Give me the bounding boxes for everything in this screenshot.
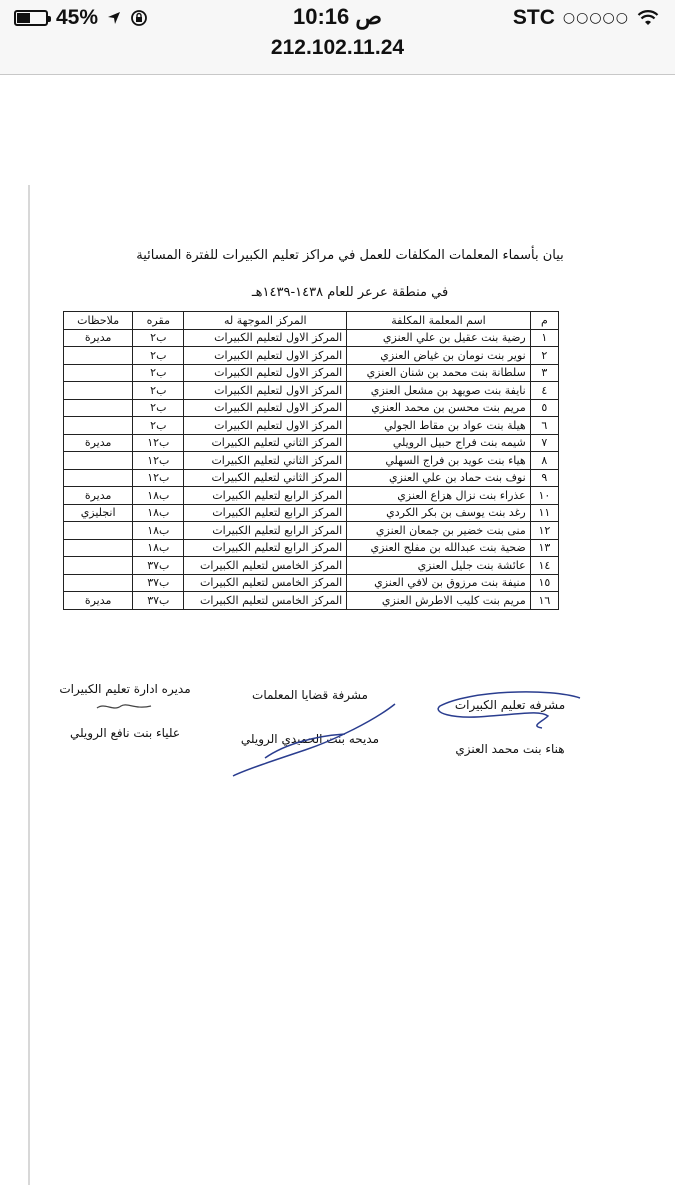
cell-num: ٨ — [530, 452, 558, 470]
cell-center: المركز الاول لتعليم الكبيرات — [184, 347, 347, 365]
cell-name: منى بنت خضير بن جمعان العنزي — [347, 522, 530, 540]
cell-location: ب١٢ — [133, 469, 184, 487]
cell-note — [64, 347, 133, 365]
cell-location: ب٢ — [133, 347, 184, 365]
table-row — [64, 382, 559, 400]
cell-note — [64, 364, 133, 382]
cell-note — [64, 417, 133, 435]
document-title: بيان بأسماء المعلمات المكلفات للعمل في مراكز تعليم الكبيرات للفترة المسائية — [136, 248, 564, 263]
cell-name: نوير بنت نومان بن غياض العنزي — [347, 347, 530, 365]
table-row — [64, 487, 559, 505]
table-row — [64, 347, 559, 365]
cell-num: ٢ — [530, 347, 558, 365]
cell-note — [64, 469, 133, 487]
cell-center: المركز الخامس لتعليم الكبيرات — [184, 557, 347, 575]
table-row — [64, 452, 559, 470]
header-notes: ملاحظات — [64, 312, 133, 330]
cell-center: المركز الرابع لتعليم الكبيرات — [184, 539, 347, 557]
cell-name: عذراء بنت نزال هزاع العنزي — [347, 487, 530, 505]
table-row — [64, 417, 559, 435]
cell-center: المركز الاول لتعليم الكبيرات — [184, 399, 347, 417]
cell-location: ب١٨ — [133, 522, 184, 540]
cell-name: رغد بنت يوسف بن بكر الكردي — [347, 504, 530, 522]
cell-note — [64, 539, 133, 557]
cell-note: مديرة — [64, 592, 133, 610]
cell-name: شيمه بنت فراج حبيل الرويلي — [347, 434, 530, 452]
cell-name: رضية بنت عقيل بن علي العنزي — [347, 329, 530, 347]
table-row — [64, 399, 559, 417]
cell-name: عائشة بنت جليل العنزي — [347, 557, 530, 575]
cell-note — [64, 574, 133, 592]
cell-note — [64, 522, 133, 540]
cell-num: ١٦ — [530, 592, 558, 610]
cell-name: نوف بنت حماد بن علي العنزي — [347, 469, 530, 487]
header-num: م — [530, 312, 558, 330]
cell-center: المركز الخامس لتعليم الكبيرات — [184, 574, 347, 592]
cell-note: مديرة — [64, 434, 133, 452]
signature-name: هناء بنت محمد العنزي — [455, 742, 565, 756]
cell-num: ١٤ — [530, 557, 558, 575]
cell-num: ٧ — [530, 434, 558, 452]
header-name: اسم المعلمة المكلفة — [347, 312, 530, 330]
cell-location: ب١٨ — [133, 504, 184, 522]
table-row — [64, 522, 559, 540]
signature-block-supervisor — [430, 698, 590, 756]
cell-num: ١٥ — [530, 574, 558, 592]
cell-note — [64, 557, 133, 575]
cell-name: مريم بنت كليب الاطرش العنزي — [347, 592, 530, 610]
cell-note: انجليزي — [64, 504, 133, 522]
cell-location: ب١٨ — [133, 487, 184, 505]
cell-name: هياء بنت عويد بن فراج السهلي — [347, 452, 530, 470]
battery-percent: 45% — [56, 6, 99, 29]
cell-center: المركز الاول لتعليم الكبيرات — [184, 364, 347, 382]
cell-location: ب٣٧ — [133, 574, 184, 592]
cell-num: ٦ — [530, 417, 558, 435]
cell-num: ٤ — [530, 382, 558, 400]
cell-center: المركز الاول لتعليم الكبيرات — [184, 382, 347, 400]
signature-role: مديره ادارة تعليم الكبيرات — [59, 682, 191, 696]
signature-role: مشرفه تعليم الكبيرات — [454, 698, 566, 712]
cell-num: ١٢ — [530, 522, 558, 540]
cell-note — [64, 399, 133, 417]
carrier-name: STC — [512, 6, 555, 29]
table-header-row — [64, 312, 559, 330]
cell-location: ب٢ — [133, 417, 184, 435]
cell-location: ب٢ — [133, 399, 184, 417]
header-location: مقره — [133, 312, 184, 330]
cell-num: ١ — [530, 329, 558, 347]
table-row — [64, 504, 559, 522]
cell-note: مديرة — [64, 487, 133, 505]
signature-block-issues-supervisor — [225, 688, 395, 746]
cell-name: نايفة بنت صويهد بن مشعل العنزي — [347, 382, 530, 400]
cell-location: ب١٢ — [133, 452, 184, 470]
cell-center: المركز الرابع لتعليم الكبيرات — [184, 522, 347, 540]
cell-name: ضحية بنت عبدالله بن مفلح العنزي — [347, 539, 530, 557]
wifi-icon — [637, 9, 659, 27]
cell-name: منيفة بنت مرزوق بن لافي العنزي — [347, 574, 530, 592]
cell-num: ١٠ — [530, 487, 558, 505]
status-right — [513, 6, 659, 30]
cell-center: المركز الاول لتعليم الكبيرات — [184, 329, 347, 347]
document-subtitle: في منطقة عرعر للعام ١٤٣٨-١٤٣٩هـ — [251, 285, 449, 300]
cell-num: ٩ — [530, 469, 558, 487]
cell-name: مريم بنت محسن بن محمد العنزي — [347, 399, 530, 417]
cell-center: المركز الثاني لتعليم الكبيرات — [184, 434, 347, 452]
table-row — [64, 469, 559, 487]
cell-center: المركز الخامس لتعليم الكبيرات — [184, 592, 347, 610]
teachers-table — [63, 311, 559, 610]
table-row — [64, 364, 559, 382]
cell-name: سلطانة بنت محمد بن شنان العنزي — [347, 364, 530, 382]
cell-note — [64, 382, 133, 400]
cell-num: ٥ — [530, 399, 558, 417]
cell-num: ١١ — [530, 504, 558, 522]
cell-location: ب٢ — [133, 364, 184, 382]
cell-note: مديرة — [64, 329, 133, 347]
cell-location: ب٣٧ — [133, 557, 184, 575]
table-row — [64, 539, 559, 557]
cell-location: ب٢ — [133, 382, 184, 400]
cell-note — [64, 452, 133, 470]
table-row — [64, 574, 559, 592]
cell-num: ٣ — [530, 364, 558, 382]
table-row — [64, 557, 559, 575]
cell-center: المركز الرابع لتعليم الكبيرات — [184, 487, 347, 505]
cell-center: المركز الاول لتعليم الكبيرات — [184, 417, 347, 435]
cell-center: المركز الثاني لتعليم الكبيرات — [184, 469, 347, 487]
header-center: المركز الموجهة له — [184, 312, 347, 330]
url-bar[interactable]: 212.102.11.24 — [270, 36, 405, 59]
signature-name: علياء بنت نافع الرويلي — [69, 726, 181, 740]
cell-location: ب٣٧ — [133, 592, 184, 610]
status-bar — [0, 0, 675, 75]
signal-dots-icon: ○○○○○ — [562, 10, 629, 26]
cell-center: المركز الثاني لتعليم الكبيرات — [184, 452, 347, 470]
cell-center: المركز الرابع لتعليم الكبيرات — [184, 504, 347, 522]
cell-location: ب١٨ — [133, 539, 184, 557]
cell-name: هيلة بنت عواد بن مقاط الجولي — [347, 417, 530, 435]
cell-num: ١٣ — [530, 539, 558, 557]
table-body — [64, 329, 559, 609]
signature-role: مشرفة قضايا المعلمات — [252, 688, 368, 702]
clock: 10:16 ص — [293, 4, 382, 29]
table-row — [64, 592, 559, 610]
table-row — [64, 329, 559, 347]
signature-block-director — [35, 682, 215, 740]
cell-location: ب٢ — [133, 329, 184, 347]
cell-location: ب١٢ — [133, 434, 184, 452]
signature-name: مديحه بنت الحميدي الرويلي — [240, 732, 380, 746]
table-row — [64, 434, 559, 452]
